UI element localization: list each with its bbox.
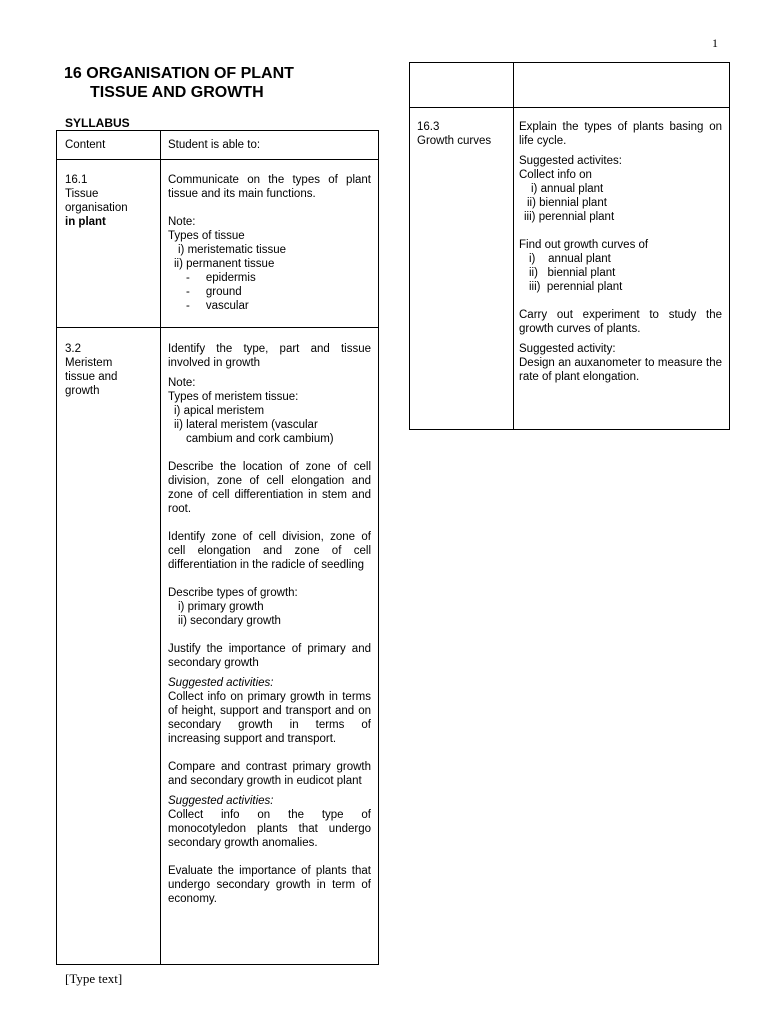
right-suggested-1: Suggested activites:	[519, 155, 622, 167]
row1-intro: Communicate on the types of plant tissue and its main functions.	[168, 174, 371, 200]
row2-type-2-cont: cambium and cork cambium)	[186, 433, 334, 445]
subtype-epidermis: epidermis	[205, 272, 256, 284]
right-suggested-2: Suggested activity:	[519, 343, 616, 355]
column-divider	[513, 63, 514, 429]
page-number: 1	[712, 36, 718, 50]
row1-type-2: ii) permanent tissue	[174, 258, 275, 270]
row2-type-2: ii) lateral meristem (vascular	[174, 419, 318, 431]
title-line-1: 16 ORGANISATION OF PLANT	[64, 65, 294, 82]
row2-content	[65, 342, 155, 398]
row2-label-1: Meristem	[65, 357, 113, 369]
right-row-objectives	[519, 120, 722, 384]
right-p3: Carry out experiment to study the growth curves of plants.	[519, 309, 722, 335]
row2-p4: Describe types of growth:	[168, 587, 298, 599]
row2-type-1: i) apical meristem	[174, 405, 265, 417]
right-collect: Collect info on	[519, 169, 592, 181]
syllabus-table-left	[56, 130, 379, 965]
right-label: Growth curves	[417, 135, 492, 147]
right-p1: Explain the types of plants basing on life cycle.	[519, 121, 722, 147]
right-curve-3: iii) perennial plant	[529, 281, 623, 293]
header-content: Content	[65, 139, 106, 151]
row2-p7: Compare and contrast primary growth and secondary growth in eudicot plant	[168, 761, 371, 787]
row2-p8: Collect info on the type of monocotyledon plants that undergo secondary growth anomalies.	[168, 809, 371, 849]
row2-p1: Identify the type, part and tissue involved in growth	[168, 343, 371, 369]
subtype-ground: ground	[205, 286, 242, 298]
row2-p2: Describe the location of zone of cell division, zone of cell elongation and zone of cell differentiation in stem and root.	[168, 461, 371, 515]
row2-p9: Evaluate the importance of plants that undergo secondary growth in term of economy.	[168, 865, 371, 905]
row1-subtype: - ground	[186, 286, 242, 298]
right-p2: Find out growth curves of	[519, 239, 649, 251]
row2-code: 3.2	[65, 343, 81, 355]
row1-label-2: organisation	[65, 202, 128, 214]
row1-subtype: - vascular	[186, 300, 249, 312]
row1-label-3: in plant	[65, 216, 106, 228]
row2-p3: Identify zone of cell division, zone of cell elongation and zone of cell differentiation in the radicle of seedling	[168, 531, 371, 571]
right-plant-3: iii) perennial plant	[524, 211, 615, 223]
right-row-content	[417, 120, 509, 148]
row1-content	[65, 173, 155, 229]
syllabus-table-right	[409, 62, 730, 430]
right-plant-1: i) annual plant	[531, 183, 604, 195]
right-code: 16.3	[417, 121, 440, 133]
row1-note: Note:	[168, 216, 196, 228]
row2-growth-2: ii) secondary growth	[178, 615, 281, 627]
row2-objectives	[168, 342, 371, 906]
row2-label-3: growth	[65, 385, 100, 397]
row1-objectives	[168, 173, 371, 313]
row1-type-1: i) meristematic tissue	[178, 244, 286, 256]
title-line-2: TISSUE AND GROWTH	[90, 84, 264, 101]
row2-note: Note:	[168, 377, 196, 389]
right-curve-2: ii) biennial plant	[529, 267, 616, 279]
page-title	[64, 64, 294, 102]
row2-p5: Justify the importance of primary and secondary growth	[168, 643, 371, 669]
row1-types-heading: Types of tissue	[168, 230, 245, 242]
row2-types-heading: Types of meristem tissue:	[168, 391, 299, 403]
row2-suggested-2: Suggested activities:	[168, 795, 274, 807]
row1-code: 16.1	[65, 174, 88, 186]
row2-suggested-1: Suggested activities:	[168, 677, 274, 689]
right-curve-1: i) annual plant	[529, 253, 611, 265]
right-p4: Design an auxanometer to measure the rate of plant elongation.	[519, 357, 722, 383]
row1-label-1: Tissue	[65, 188, 99, 200]
row1-subtype: - epidermis	[186, 272, 256, 284]
column-divider	[160, 131, 161, 964]
syllabus-label: SYLLABUS	[65, 116, 130, 130]
right-plant-2: ii) biennial plant	[527, 197, 607, 209]
header-divider	[57, 159, 378, 160]
row2-p6: Collect info on primary growth in terms of height, support and transport and on secondary growth in terms of increasing support and transport.	[168, 691, 371, 745]
row2-growth-1: i) primary growth	[178, 601, 264, 613]
row-divider	[57, 327, 378, 328]
header-divider	[410, 107, 729, 108]
footer-placeholder: [Type text]	[65, 971, 123, 986]
header-student: Student is able to:	[168, 139, 261, 151]
row2-label-2: tissue and	[65, 371, 118, 383]
subtype-vascular: vascular	[205, 300, 249, 312]
